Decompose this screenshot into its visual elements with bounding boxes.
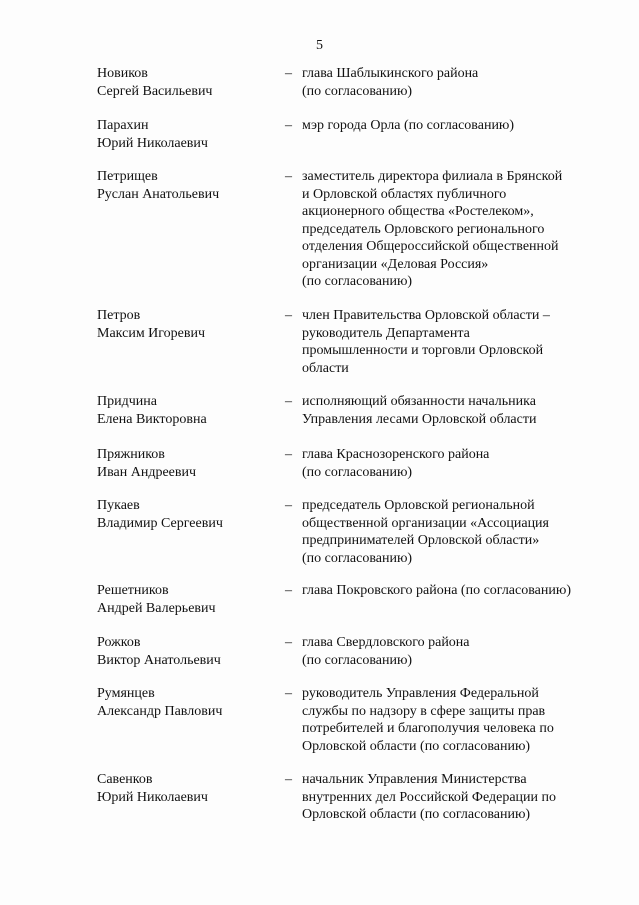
member-role: заместитель директора филиала в Брянской и Орловской областях публичного акционерного общества «Ростелеком», председатель Орловского регионального отделения Общероссийской общественной организации «Деловая Россия» (по согласованию): [302, 169, 563, 289]
dash-separator: –: [285, 447, 292, 462]
member-role: член Правительства Орловской области – руководитель Департамента промышленности и торговли Орловской области: [302, 308, 550, 376]
member-role: исполняющий обязанности начальника Управления лесами Орловской области: [302, 394, 537, 427]
dash-separator: –: [285, 308, 292, 323]
dash-separator: –: [285, 772, 292, 787]
member-role: глава Свердловского района (по согласованию): [302, 635, 470, 668]
member-role: руководитель Управления Федеральной службы по надзору в сфере защиты прав потребителей и благополучия человека по Орловской области (по согласованию): [302, 686, 554, 754]
member-role: председатель Орловской региональной общественной организации «Ассоциация предпринимателей Орловской области» (по согласованию): [302, 498, 549, 566]
member-name: Петрищев Руслан Анатольевич: [97, 169, 220, 202]
member-name: Савенков Юрий Николаевич: [97, 772, 208, 805]
dash-separator: –: [285, 169, 292, 184]
member-name: Придчина Елена Викторовна: [97, 394, 207, 427]
dash-separator: –: [285, 583, 292, 598]
dash-separator: –: [285, 635, 292, 650]
member-role: глава Шаблыкинского района (по согласованию): [302, 66, 479, 99]
member-name: Решетников Андрей Валерьевич: [97, 583, 216, 616]
member-name: Рожков Виктор Анатольевич: [97, 635, 221, 668]
member-name: Парахин Юрий Николаевич: [97, 118, 208, 151]
member-name: Пряжников Иван Андреевич: [97, 447, 197, 480]
dash-separator: –: [285, 118, 292, 133]
member-role: мэр города Орла (по согласованию): [302, 118, 515, 133]
member-role: глава Краснозоренского района (по согласованию): [302, 447, 490, 480]
dash-separator: –: [285, 686, 292, 701]
member-name: Новиков Сергей Васильевич: [97, 66, 213, 99]
member-role: начальник Управления Министерства внутренних дел Российской Федерации по Орловской области (по согласованию): [302, 772, 557, 822]
dash-separator: –: [285, 66, 292, 81]
page-number: 5: [316, 38, 323, 53]
member-name: Румянцев Александр Павлович: [97, 686, 223, 719]
dash-separator: –: [285, 394, 292, 409]
member-name: Пукаев Владимир Сергеевич: [97, 498, 223, 531]
member-name: Петров Максим Игоревич: [97, 308, 206, 341]
dash-separator: –: [285, 498, 292, 513]
member-role: глава Покровского района (по согласованию): [302, 583, 571, 598]
